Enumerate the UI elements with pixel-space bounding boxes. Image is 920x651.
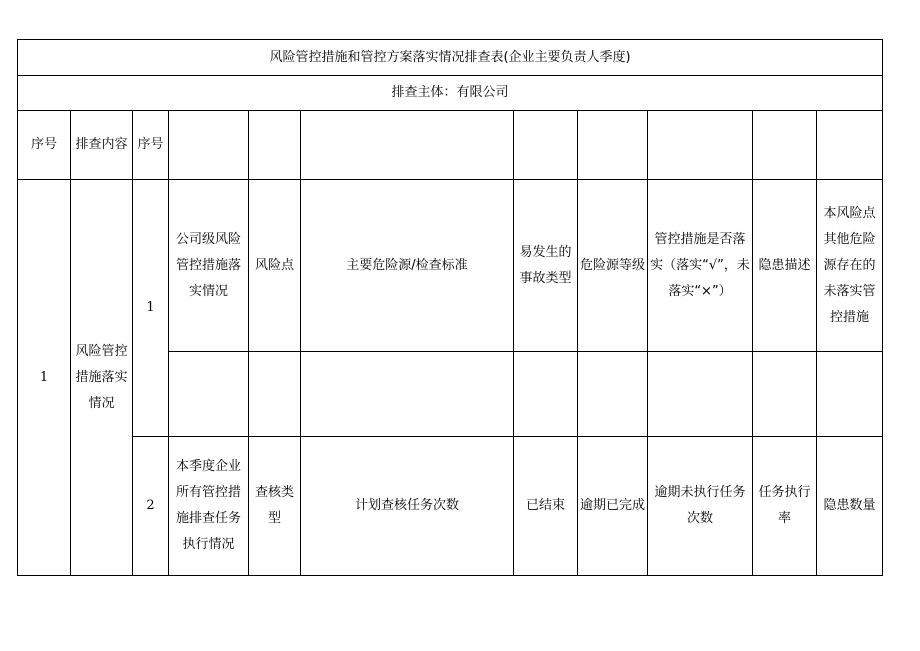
- header-empty-cell: [514, 111, 578, 180]
- item-1-cell-level: 公司级风险管控措施落实情况: [169, 180, 249, 352]
- item-1-cell-accident-type: 易发生的事故类型: [514, 180, 578, 352]
- empty-cell: [514, 352, 578, 437]
- item-2-cell-planned-checks: 计划查核任务次数: [301, 437, 514, 576]
- header-inspection-content: 排查内容: [71, 111, 133, 180]
- header-empty-cell: [648, 111, 753, 180]
- item-1-cell-hazard-description: 隐患描述: [753, 180, 817, 352]
- header-empty-cell: [301, 111, 514, 180]
- empty-cell: [301, 352, 514, 437]
- item-2-cell-hazard-count: 隐患数量: [817, 437, 883, 576]
- inspection-table: [17, 39, 883, 576]
- empty-cell: [249, 352, 301, 437]
- header-empty-cell: [169, 111, 249, 180]
- item-1-cell-other-hazards: 本风险点其他危险源存在的未落实管控措施: [817, 180, 883, 352]
- inspection-subject: 排查主体：有限公司: [18, 76, 883, 111]
- header-empty-cell: [578, 111, 648, 180]
- item-1-number: 1: [133, 180, 169, 437]
- item-2-cell-check-type: 查核类型: [249, 437, 301, 576]
- header-seq-number: 序号: [18, 111, 71, 180]
- table-title: 风险管控措施和管控方案落实情况排查表(企业主要负责人季度): [18, 40, 883, 76]
- empty-cell: [169, 352, 249, 437]
- empty-cell: [817, 352, 883, 437]
- item-2-cell-overdue-not-executed: 逾期未执行任务次数: [648, 437, 753, 576]
- empty-cell: [648, 352, 753, 437]
- item-2-cell-finished: 已结束: [514, 437, 578, 576]
- section-number: 1: [18, 180, 71, 576]
- item-2-cell-task-execution: 本季度企业所有管控措施排查任务执行情况: [169, 437, 249, 576]
- empty-cell: [578, 352, 648, 437]
- item-2-number: 2: [133, 437, 169, 576]
- item-1-cell-measure-implemented: 管控措施是否落实（落实“√”，未落实“×”）: [648, 180, 753, 352]
- header-empty-cell: [249, 111, 301, 180]
- item-1-cell-hazard-level: 危险源等级: [578, 180, 648, 352]
- header-sub-seq-number: 序号: [133, 111, 169, 180]
- item-2-cell-execution-rate: 任务执行率: [753, 437, 817, 576]
- header-empty-cell: [817, 111, 883, 180]
- item-1-cell-risk-point: 风险点: [249, 180, 301, 352]
- header-empty-cell: [753, 111, 817, 180]
- item-1-cell-hazard-standard: 主要危险源/检查标准: [301, 180, 514, 352]
- section-name: 风险管控措施落实情况: [71, 180, 133, 576]
- empty-cell: [753, 352, 817, 437]
- item-2-cell-overdue-completed: 逾期已完成: [578, 437, 648, 576]
